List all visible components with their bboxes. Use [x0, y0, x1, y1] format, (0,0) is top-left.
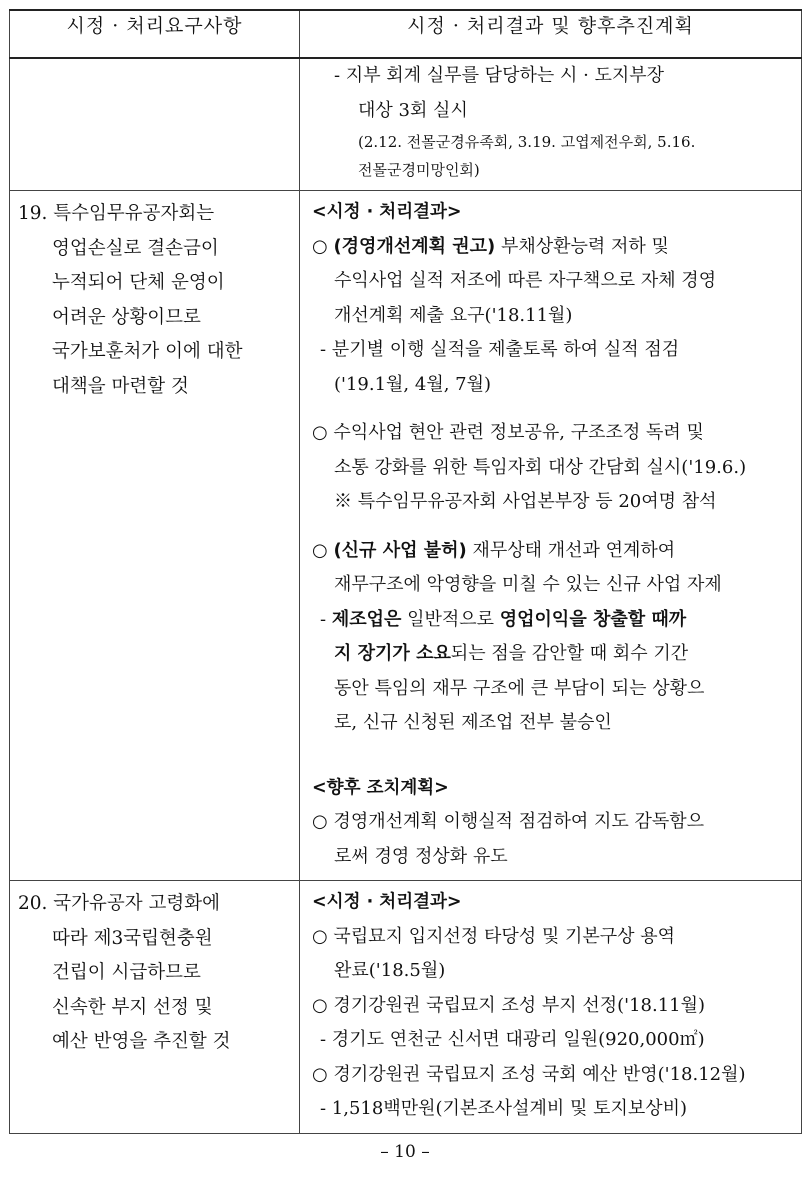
plan-heading-19: <향후 조치계획>: [312, 777, 449, 798]
p1-line-3: 개선계획 제출 요구('18.11월): [334, 304, 573, 326]
p1-rest: 부채상환능력 저하 및: [495, 235, 669, 257]
requirement-cell-19: [10, 191, 300, 881]
r20-line-2: 완료('18.5월): [334, 960, 446, 981]
continued-line-3: (2.12. 전몰군경유족회, 3.19. 고엽제전우회, 5.16.: [358, 133, 696, 151]
p3-line-1: ○ (신규 사업 불허) 재무상태 개선과 연계하여: [312, 539, 676, 561]
req19-line-4: 어려운 상황이므로: [52, 306, 201, 328]
r20-line-4: - 경기도 연천군 신서면 대광리 일원(920,000㎡): [320, 1029, 705, 1050]
p1-line-2: 수익사업 실적 저조에 따른 자구책으로 자체 경영: [334, 270, 717, 291]
req20-line-5: 예산 반영을 추진할 것: [52, 1031, 231, 1052]
result-cell-continued: [300, 58, 802, 191]
p1-dash-1: - 분기별 이행 실적을 제출토록 하여 실적 점검: [320, 339, 680, 360]
req20-line-4: 신속한 부지 선정 및: [52, 996, 213, 1018]
table-row: [10, 58, 802, 191]
continued-line-1: - 지부 회계 실무를 담당하는 시 · 도지부장: [334, 65, 665, 86]
requirement-cell-20: [10, 881, 300, 1134]
req19-line-6: 대책을 마련할 것: [52, 375, 189, 397]
p3-line-2: 재무구조에 악영향을 미칠 수 있는 신규 사업 자제: [334, 574, 722, 595]
r20-line-1: ○ 국립묘지 입지선정 타당성 및 기본구상 용역: [312, 925, 676, 947]
req20-line-3: 건립이 시급하므로: [52, 962, 201, 983]
p3-dash-3: 동안 특임의 재무 구조에 큰 부담이 되는 상황으: [334, 677, 705, 699]
req20-line-1: 20. 국가유공자 고령화에: [18, 893, 221, 914]
result-cell-20: [300, 881, 802, 1134]
result-heading-20: <시정 · 처리결과>: [312, 892, 462, 912]
header-requirements: 시정 · 처리요구사항: [10, 10, 300, 58]
plan-line-2: 로써 경영 정상화 유도: [334, 845, 508, 867]
p2-line-1: ○ 수익사업 현안 관련 정보공유, 구조조정 독려 및: [312, 422, 704, 443]
r20-line-5: ○ 경기강원권 국립묘지 조성 국회 예산 반영('18.12월): [312, 1063, 746, 1085]
p3-bold-profit: 영업이익을 창출할 때까: [499, 608, 687, 630]
req20-line-2: 따라 제3국립현충원: [52, 927, 213, 949]
p3-bold-manufacturing: 제조업은: [331, 608, 402, 630]
req19-line-1: 19. 특수임무유공자회는: [18, 203, 215, 224]
p3-dash-2: [312, 637, 795, 672]
req19-line-5: 국가보훈처가 이에 대한: [52, 341, 243, 362]
report-table: [9, 9, 802, 1134]
req19-line-3: 누적되어 단체 운영이: [52, 272, 225, 293]
p3-bold-longterm: 지 장기가 소요: [334, 643, 451, 664]
continued-line-2: 대상 3회 실시: [358, 99, 468, 121]
p1-dash-2: ('19.1월, 4월, 7월): [334, 373, 492, 395]
result-heading-19: <시정 · 처리결과>: [312, 202, 462, 222]
p3-dash-4: 로, 신규 신청된 제조업 전부 불승인: [334, 712, 612, 733]
p2-line-2: 소통 강화를 위한 특임자회 대상 간담회 실시('19.6.): [334, 456, 747, 478]
requirement-cell-empty: [10, 58, 300, 191]
continued-line-4: 전몰군경미망인회): [358, 161, 480, 179]
table-row: [10, 191, 802, 881]
header-results: 시정 · 처리결과 및 향후추진계획: [300, 10, 802, 58]
req19-line-2: 영업손실로 결손금이: [52, 237, 219, 259]
table-row: [10, 881, 802, 1134]
p2-note: ※ 특수임무유공자회 사업본부장 등 20여명 참석: [334, 491, 717, 512]
page-number: – 10 –: [380, 1142, 430, 1162]
p3-dash-1: - 제조업은 일반적으로 영업이익을 창출할 때까: [320, 608, 687, 630]
plan-line-1: ○ 경영개선계획 이행실적 점검하여 지도 감독함으: [312, 811, 705, 832]
table-header-row: [10, 10, 802, 58]
p3-bold: (신규 사업 불허): [333, 539, 467, 561]
p3-text-2: 되는 점을 감안할 때 회수 기간: [450, 643, 689, 664]
r20-line-6: - 1,518백만원(기본조사설계비 및 토지보상비): [320, 1098, 688, 1119]
r20-line-3: ○ 경기강원권 국립묘지 조성 부지 선정('18.11월): [312, 994, 706, 1016]
p3-rest: 재무상태 개선과 연계하여: [466, 539, 676, 561]
p3-text-1: 일반적으로: [401, 608, 500, 630]
p1-line-1: ○ (경영개선계획 권고) 부채상환능력 저하 및: [312, 235, 669, 257]
result-cell-19: [300, 191, 802, 881]
p1-bold: (경영개선계획 권고): [333, 235, 496, 257]
